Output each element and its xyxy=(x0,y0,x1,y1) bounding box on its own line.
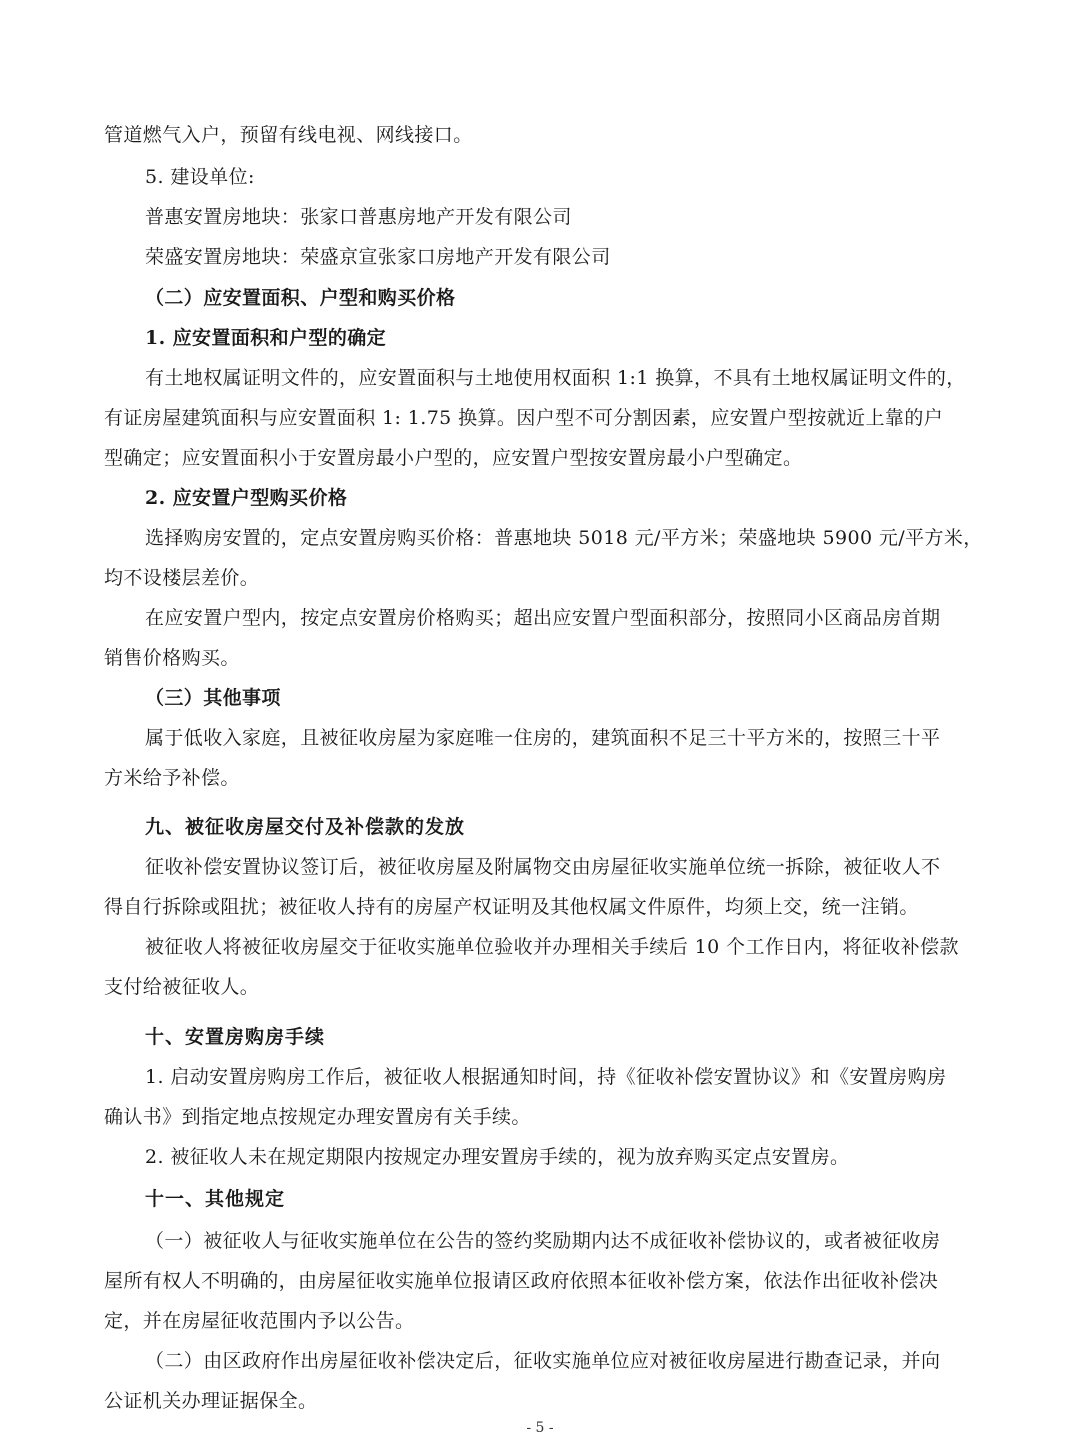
text-line: 5. 建设单位: xyxy=(145,166,255,188)
text-line: 在应安置户型内，按定点安置房价格购买；超出应安置户型面积部分，按照同小区商品房首期 xyxy=(145,607,941,629)
text-line: 公证机关办理证据保全。 xyxy=(104,1390,318,1412)
text-line: 1. 启动安置房购房工作后，被征收人根据通知时间，持《征收补偿安置协议》和《安置房购房 xyxy=(145,1066,947,1088)
text-line: 征收补偿安置协议签订后，被征收房屋及附属物交由房屋征收实施单位统一拆除，被征收人不 xyxy=(145,856,941,878)
text-line: 定，并在房屋征收范围内予以公告。 xyxy=(104,1310,415,1332)
subsection-heading: 2. 应安置户型购买价格 xyxy=(145,487,348,509)
text-line: 型确定；应安置面积小于安置房最小户型的，应安置户型按安置房最小户型确定。 xyxy=(104,447,803,469)
text-line: （一）被征收人与征收实施单位在公告的签约奖励期内达不成征收补偿协议的，或者被征收房 xyxy=(145,1230,941,1252)
text-line: 销售价格购买。 xyxy=(104,647,240,669)
text-line: 管道燃气入户，预留有线电视、网线接口。 xyxy=(104,124,473,146)
text-line: 有证房屋建筑面积与应安置面积 1: 1.75 换算。因户型不可分割因素，应安置户型按就近上靠的户 xyxy=(104,407,944,429)
text-line: 2. 被征收人未在规定期限内按规定办理安置房手续的，视为放弃购买定点安置房。 xyxy=(145,1146,850,1168)
subsection-heading: 1. 应安置面积和户型的确定 xyxy=(145,327,387,349)
text-line: 屋所有权人不明确的，由房屋征收实施单位报请区政府依照本征收补偿方案，依法作出征收补偿决 xyxy=(104,1270,939,1292)
text-line: 方米给予补偿。 xyxy=(104,767,240,789)
text-line: 得自行拆除或阻扰；被征收人持有的房屋产权证明及其他权属文件原件，均须上交，统一注销。 xyxy=(104,896,919,918)
text-line: 有土地权属证明文件的，应安置面积与土地使用权面积 1:1 换算，不具有土地权属证明文件的， xyxy=(145,367,966,389)
text-line: 被征收人将被征收房屋交于征收实施单位验收并办理相关手续后 10 个工作日内，将征收补偿款 xyxy=(145,936,959,958)
text-line: 属于低收入家庭，且被征收房屋为家庭唯一住房的，建筑面积不足三十平方米的，按照三十平 xyxy=(145,727,941,749)
text-line: 普惠安置房地块：张家口普惠房地产开发有限公司 xyxy=(145,206,572,228)
section-heading: 十、安置房购房手续 xyxy=(145,1026,326,1048)
text-line: 确认书》到指定地点按规定办理安置房有关手续。 xyxy=(104,1106,531,1128)
page-number: - 5 - xyxy=(526,1420,554,1436)
text-line: 支付给被征收人。 xyxy=(104,976,260,998)
text-line: 均不设楼层差价。 xyxy=(104,567,260,589)
section-heading: 九、被征收房屋交付及补偿款的发放 xyxy=(145,816,466,838)
subsection-heading: （二）应安置面积、户型和购买价格 xyxy=(145,287,456,309)
text-line: 选择购房安置的，定点安置房购买价格：普惠地块 5018 元/平方米；荣盛地块 5900 元/平方米， xyxy=(145,527,983,549)
text-line: （二）由区政府作出房屋征收补偿决定后，征收实施单位应对被征收房屋进行勘查记录，并向 xyxy=(145,1350,941,1372)
section-heading: 十一、其他规定 xyxy=(145,1188,286,1210)
subsection-heading: （三）其他事项 xyxy=(145,687,281,709)
text-line: 荣盛安置房地块：荣盛京宣张家口房地产开发有限公司 xyxy=(145,246,611,268)
